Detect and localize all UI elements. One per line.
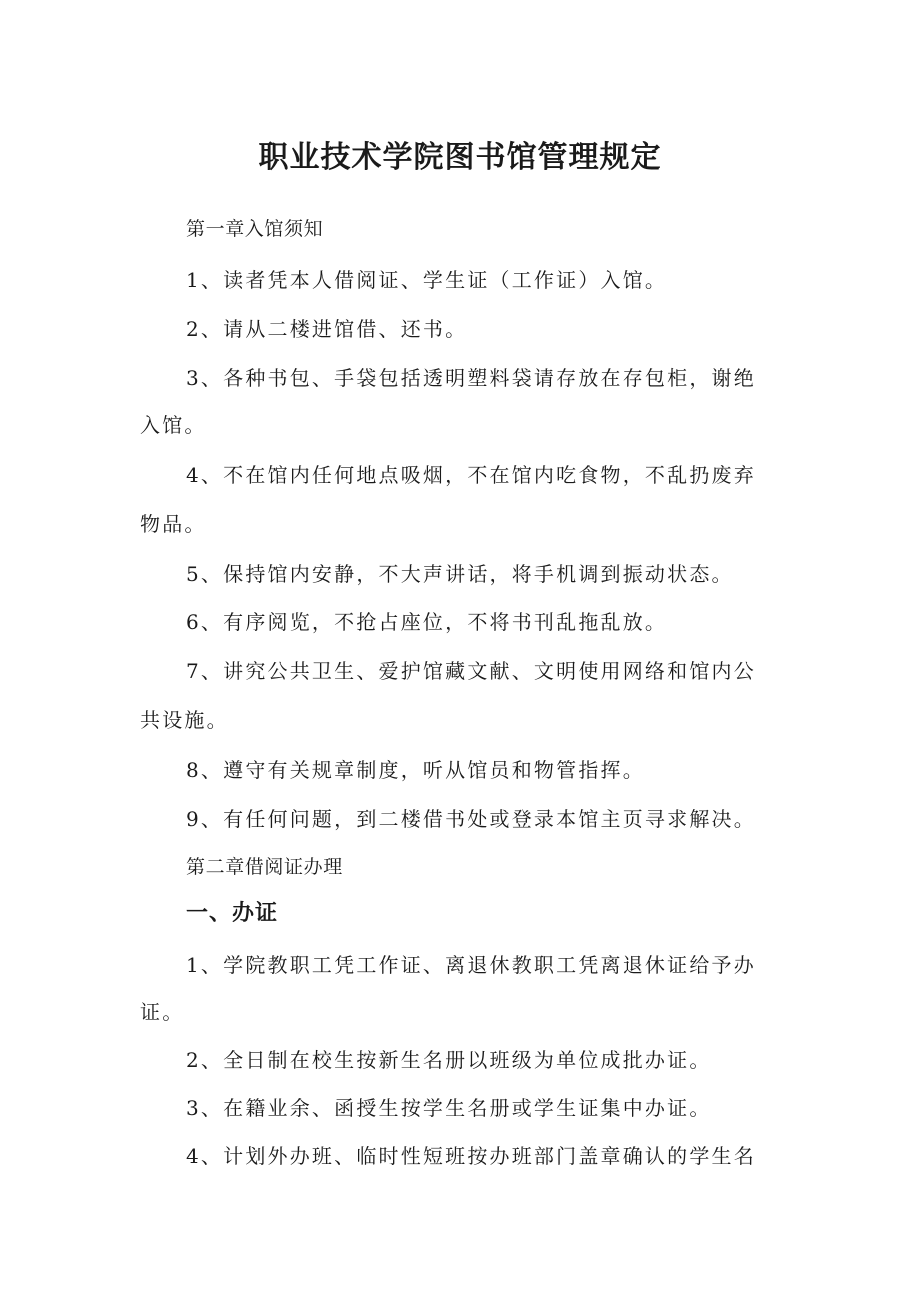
chapter-1-item-8: 8、遵守有关规章制度，听从馆员和物管指挥。 [186, 758, 645, 782]
section-1-item-4: 4、计划外办班、临时性短班按办班部门盖章确认的学生名 [186, 1144, 756, 1168]
chapter-1-heading: 第一章入馆须知 [186, 218, 324, 240]
section-1-item-1: 1、学院教职工凭工作证、离退休教职工凭离退休证给予办 [186, 953, 756, 977]
chapter-1-item-5: 5、保持馆内安静，不大声讲话，将手机调到振动状态。 [186, 562, 734, 586]
chapter-1-item-1: 1、读者凭本人借阅证、学生证（工作证）入馆。 [186, 268, 668, 292]
section-1-item-1-continued: 证。 [140, 1000, 185, 1024]
chapter-1-item-9: 9、有任何问题，到二楼借书处或登录本馆主页寻求解决。 [186, 807, 756, 831]
section-1-heading: 一、办证 [186, 901, 279, 926]
document-title: 职业技术学院图书馆管理规定 [258, 140, 662, 175]
chapter-1-item-2: 2、请从二楼进馆借、还书。 [186, 317, 468, 341]
chapter-1-item-6: 6、有序阅览，不抢占座位，不将书刊乱拖乱放。 [186, 610, 668, 634]
section-1-item-2: 2、全日制在校生按新生名册以班级为单位成批办证。 [186, 1048, 712, 1072]
section-1-item-3: 3、在籍业余、函授生按学生名册或学生证集中办证。 [186, 1096, 712, 1120]
chapter-1-item-7-continued: 共设施。 [140, 708, 229, 732]
chapter-1-item-4-continued: 物品。 [140, 512, 207, 536]
chapter-1-item-3-continued: 入馆。 [140, 413, 207, 437]
chapter-2-heading: 第二章借阅证办理 [186, 856, 343, 878]
chapter-1-item-4: 4、不在馆内任何地点吸烟，不在馆内吃食物，不乱扔废弃 [186, 463, 756, 487]
chapter-1-item-7: 7、讲究公共卫生、爱护馆藏文献、文明使用网络和馆内公 [186, 659, 756, 683]
chapter-1-item-3: 3、各种书包、手袋包括透明塑料袋请存放在存包柜，谢绝 [186, 366, 756, 390]
